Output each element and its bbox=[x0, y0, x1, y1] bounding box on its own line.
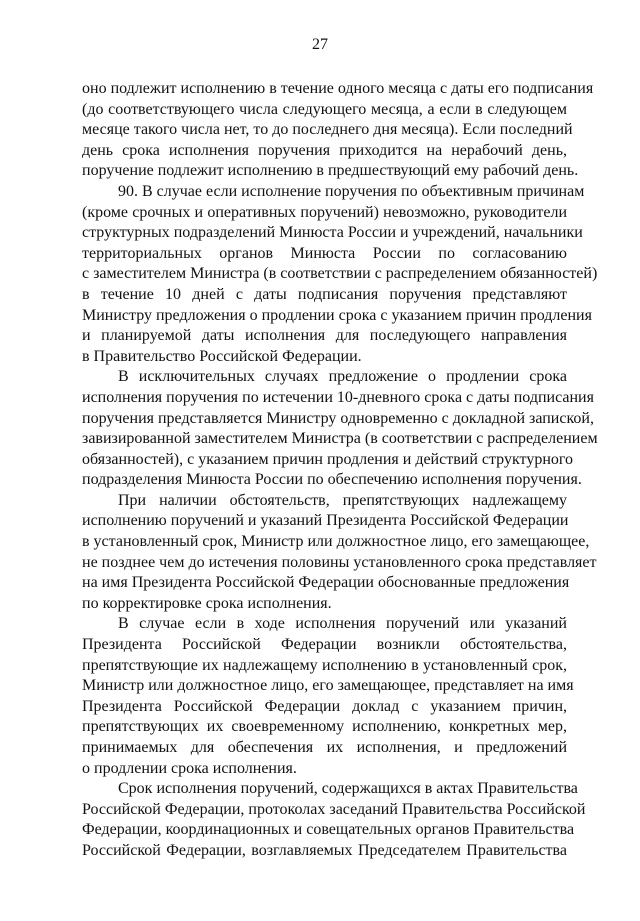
paragraph bbox=[82, 79, 594, 182]
text-line: и планируемой даты исполнения для последующего направления bbox=[82, 327, 567, 345]
text-line: Срок исполнения поручений, содержащихся в актах Правительства bbox=[118, 780, 578, 798]
text-line: Министр или должностное лицо, его замещающее, представляет на имя bbox=[82, 677, 574, 695]
text-line: оно подлежит исполнению в течение одного месяца с даты его подписания bbox=[82, 80, 594, 97]
text-line: на имя Президента Российской Федерации обоснованные предложения bbox=[82, 574, 570, 592]
page-number: 27 bbox=[312, 36, 328, 53]
text-line: завизированной заместителем Министра (в соответствии с распределением bbox=[82, 430, 598, 448]
text-line: в течение 10 дней с даты подписания поручения представляют bbox=[82, 285, 567, 303]
text-line: в Правительство Российской Федерации. bbox=[82, 347, 362, 365]
text-line: препятствующих их своевременному исполнению, конкретных мер, bbox=[82, 718, 567, 736]
text-line: В случае если в ходе исполнения поручений или указаний bbox=[118, 615, 567, 633]
text-line: Министру предложения о продлении срока с указанием причин продления bbox=[82, 306, 592, 324]
paragraph bbox=[82, 367, 598, 491]
text-line: день срока исполнения поручения приходится на нерабочий день, bbox=[82, 141, 567, 159]
text-line: При наличии обстоятельств, препятствующих надлежащему bbox=[118, 491, 567, 509]
text-line: (кроме срочных и оперативных поручений) невозможно, руководители bbox=[82, 203, 567, 221]
text-line: территориальных органов Минюста России по согласованию bbox=[82, 244, 567, 262]
text-line: исполнению поручений и указаний Президента Российской Федерации bbox=[82, 512, 569, 530]
text-line: В исключительных случаях предложение о продлении срока bbox=[118, 368, 567, 386]
paragraph bbox=[82, 614, 574, 779]
text-line: о продлении срока исполнения. bbox=[82, 759, 297, 777]
text-line: Президента Российской Федерации возникли обстоятельства, bbox=[82, 636, 567, 654]
paragraph bbox=[82, 779, 586, 861]
document-body bbox=[82, 79, 598, 862]
text-line: 90. В случае если исполнение поручения по объективным причинам bbox=[118, 182, 585, 200]
text-line: Российской Федерации, протоколах заседаний Правительства Российской bbox=[82, 800, 586, 818]
text-line: с заместителем Министра (в соответствии с распределением обязанностей) bbox=[82, 265, 598, 283]
text-line: поручения представляется Министру одновременно с докладной запиской, bbox=[82, 409, 594, 427]
text-line: обязанностей), с указанием причин продления и действий структурного bbox=[82, 450, 574, 468]
text-line: в установленный срок, Министр или должностное лицо, его замещающее, bbox=[82, 533, 590, 551]
text-line: месяце такого числа нет, то до последнего дня месяца). Если последний bbox=[82, 121, 573, 139]
text-line: подразделения Минюста России по обеспечению исполнения поручения. bbox=[82, 471, 582, 489]
text-line: Президента Российской Федерации доклад с указанием причин, bbox=[82, 697, 567, 715]
text-line: (до соответствующего числа следующего месяца, а если в следующем bbox=[82, 100, 567, 118]
text-line: препятствующие их надлежащему исполнению в установленный срок, bbox=[82, 656, 567, 674]
text-line: по корректировке срока исполнения. bbox=[82, 594, 332, 612]
text-line: Российской Федерации, возглавляемых Председателем Правительства bbox=[82, 841, 567, 859]
text-line: не позднее чем до истечения половины установленного срока представляет bbox=[82, 553, 597, 571]
text-line: принимаемых для обеспечения их исполнения, и предложений bbox=[82, 739, 567, 756]
text-line: исполнения поручения по истечении 10-дневного срока с даты подписания bbox=[82, 388, 594, 406]
text-line: поручение подлежит исполнению в предшествующий ему рабочий день. bbox=[82, 162, 579, 180]
paragraph bbox=[82, 182, 598, 367]
text-line: Федерации, координационных и совещательных органов Правительства bbox=[82, 821, 575, 839]
text-line: структурных подразделений Минюста России и учреждений, начальники bbox=[82, 224, 583, 242]
paragraph bbox=[82, 491, 597, 615]
